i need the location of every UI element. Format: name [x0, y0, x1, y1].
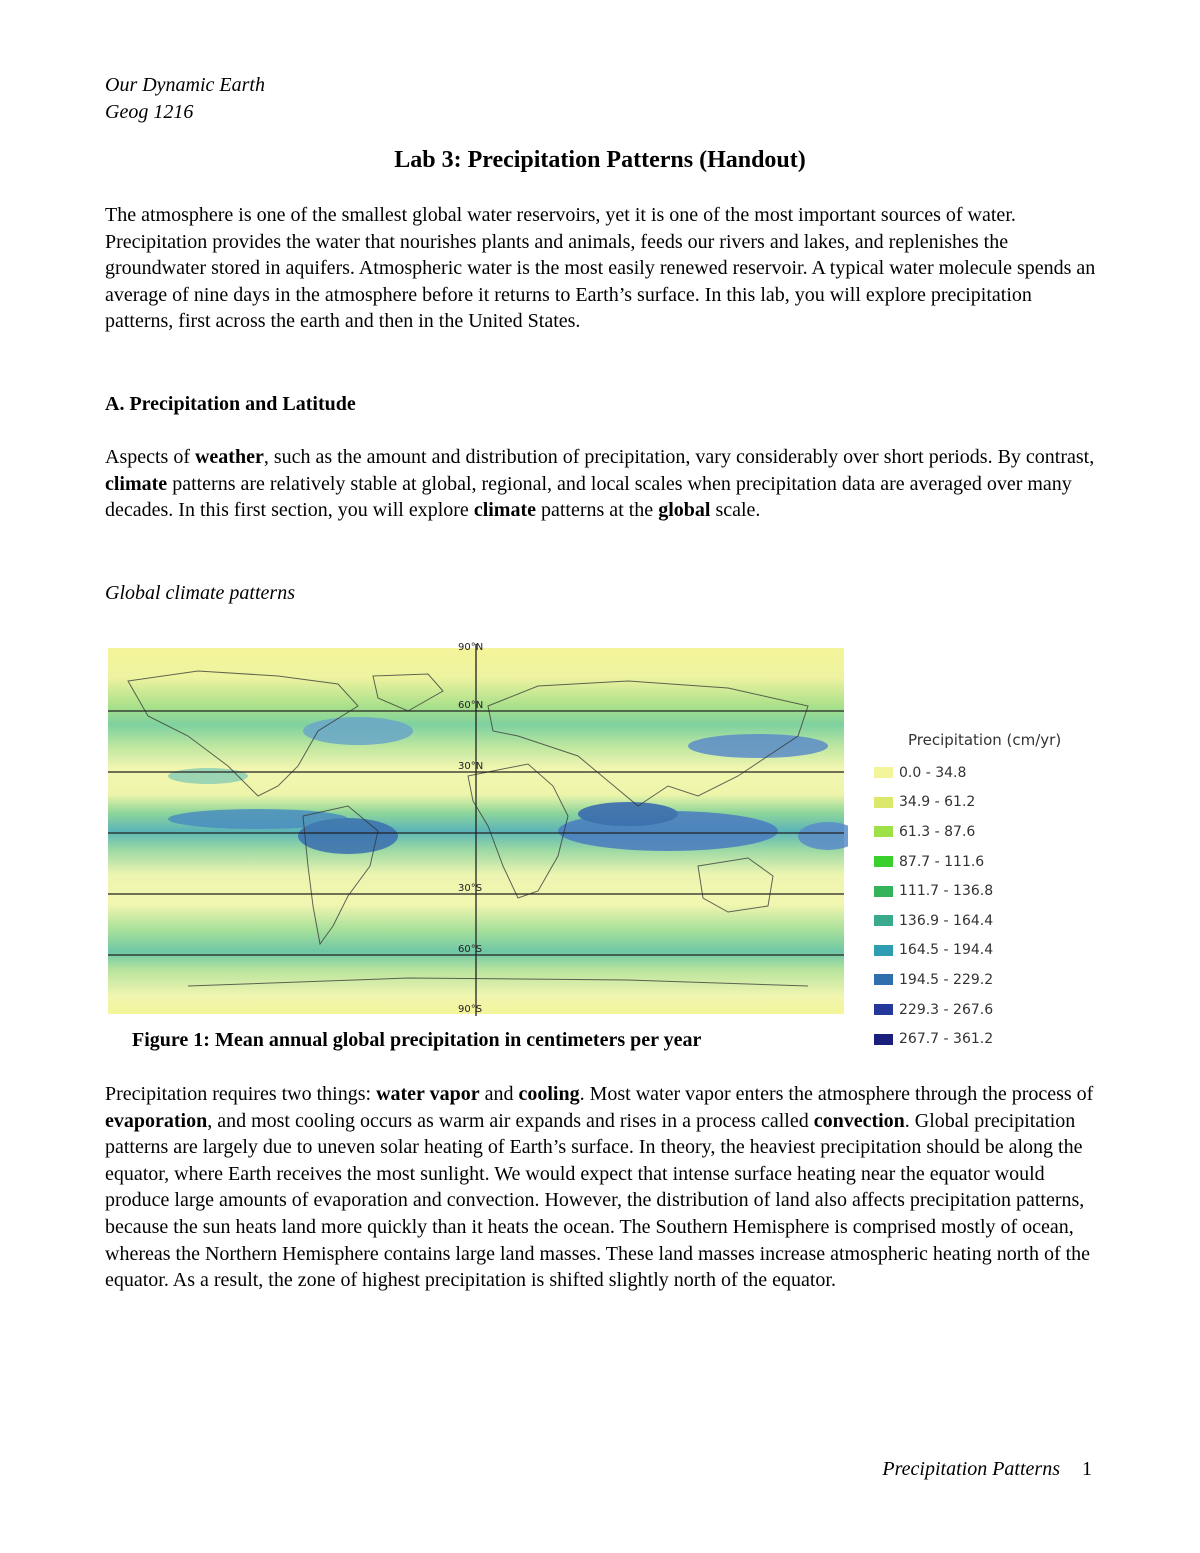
footer-title: Precipitation Patterns [882, 1458, 1060, 1480]
section-a-heading: A. Precipitation and Latitude [105, 393, 356, 415]
legend-swatch [874, 826, 893, 837]
legend-item [874, 936, 1094, 966]
lat-label-30s: 30°S [458, 883, 483, 894]
legend-label: 267.7 - 361.2 [899, 1031, 994, 1048]
precipitation-requirements-paragraph: Precipitation requires two things: water vapor and cooling. Most water vapor enters the atmosphere through the process of evaporation, and most cooling occurs as warm air expands and rises in a process called convection. Global precipitation patterns are largely due to uneven solar heating of Earth’s surface. In theory, the heaviest precipitation should be along the equator, where Earth receives the most sunlight. We would expect that intense surface heating near the equator would produce large amounts of evaporation and convection. However, the distribution of land also affects precipitation patterns, because the sun heats land more quickly than it heats the ocean. The Southern Hemisphere is comprised mostly of ocean, whereas the Northern Hemisphere contains large land masses. These land masses increase atmospheric heating north of the equator. As a result, the zone of highest precipitation is shifted slightly north of the equator. [105, 1083, 1094, 1292]
legend-title: Precipitation (cm/yr) [908, 731, 1062, 749]
legend-label: 136.9 - 164.4 [899, 912, 994, 929]
course-name: Our Dynamic Earth [105, 74, 265, 96]
lat-label-90n: 90°N [458, 642, 484, 653]
term-weather: weather [194, 446, 264, 468]
legend-swatch [874, 974, 893, 985]
legend-item [874, 758, 1094, 788]
section-subheading: Global climate patterns [105, 582, 295, 604]
legend-item [874, 788, 1094, 818]
legend-item [874, 876, 1094, 906]
figure-caption: Figure 1: Mean annual global precipitation in centimeters per year [132, 1029, 702, 1051]
lat-label-90s: 90°S [458, 1004, 483, 1015]
intro-paragraph: The atmosphere is one of the smallest global water reservoirs, yet it is one of the most important sources of water. Precipitation provides the water that nourishes plants and animals, feeds our rivers and lakes, and replenishes the groundwater stored in aquifers. Atmospheric water is the most easily renewed reservoir. A typical water molecule spends an average of nine days in the atmosphere before it returns to Earth’s surface. In this lab, you will explore precipitation patterns, first across the earth and then in the United States. [105, 204, 1096, 333]
term-cooling: cooling [518, 1083, 580, 1105]
legend-label: 34.9 - 61.2 [899, 794, 976, 811]
legend-item [874, 906, 1094, 936]
legend-item [874, 817, 1094, 847]
legend-item [874, 995, 1094, 1025]
term-global: global [658, 499, 711, 522]
page-number: 1 [1082, 1458, 1092, 1480]
map-legend [874, 730, 1094, 1054]
lat-label-60n: 60°N [458, 700, 484, 711]
legend-label: 0.0 - 34.8 [899, 764, 967, 781]
legend-label: 164.5 - 194.4 [899, 942, 994, 959]
legend-swatch [874, 915, 893, 926]
page-footer [882, 1456, 1092, 1483]
term-water-vapor: water vapor [376, 1083, 480, 1105]
legend-label: 194.5 - 229.2 [899, 971, 994, 988]
legend-label: 87.7 - 111.6 [899, 853, 985, 870]
legend-item [874, 965, 1094, 995]
legend-label: 229.3 - 267.6 [899, 1001, 994, 1018]
term-climate-2: climate [473, 499, 536, 522]
legend-label: 111.7 - 136.8 [899, 883, 994, 900]
course-code: Geog 1216 [105, 101, 194, 123]
legend-item [874, 1024, 1094, 1054]
legend-swatch [874, 767, 893, 778]
legend-swatch [874, 886, 893, 897]
legend-label: 61.3 - 87.6 [899, 823, 976, 840]
term-climate: climate [105, 472, 168, 495]
legend-item [874, 847, 1094, 877]
legend-swatch [874, 856, 893, 867]
lat-label-30n: 30°N [458, 761, 484, 772]
legend-swatch [874, 1004, 893, 1015]
legend-swatch [874, 945, 893, 956]
legend-swatch [874, 797, 893, 808]
precipitation-map [108, 636, 848, 1016]
term-convection: convection [813, 1109, 905, 1132]
weather-climate-paragraph: Aspects of weather, such as the amount and distribution of precipitation, vary considerably over short periods. By contrast, climate patterns are relatively stable at global, regional, and local scales when precipitation data are averaged over many decades. In this first section, you will explore climate patterns at the global scale. [105, 446, 1095, 522]
lat-label-60s: 60°S [458, 944, 483, 955]
legend-swatch [874, 1034, 893, 1045]
term-evaporation: evaporation [105, 1109, 208, 1132]
page-title: Lab 3: Precipitation Patterns (Handout) [394, 147, 806, 173]
